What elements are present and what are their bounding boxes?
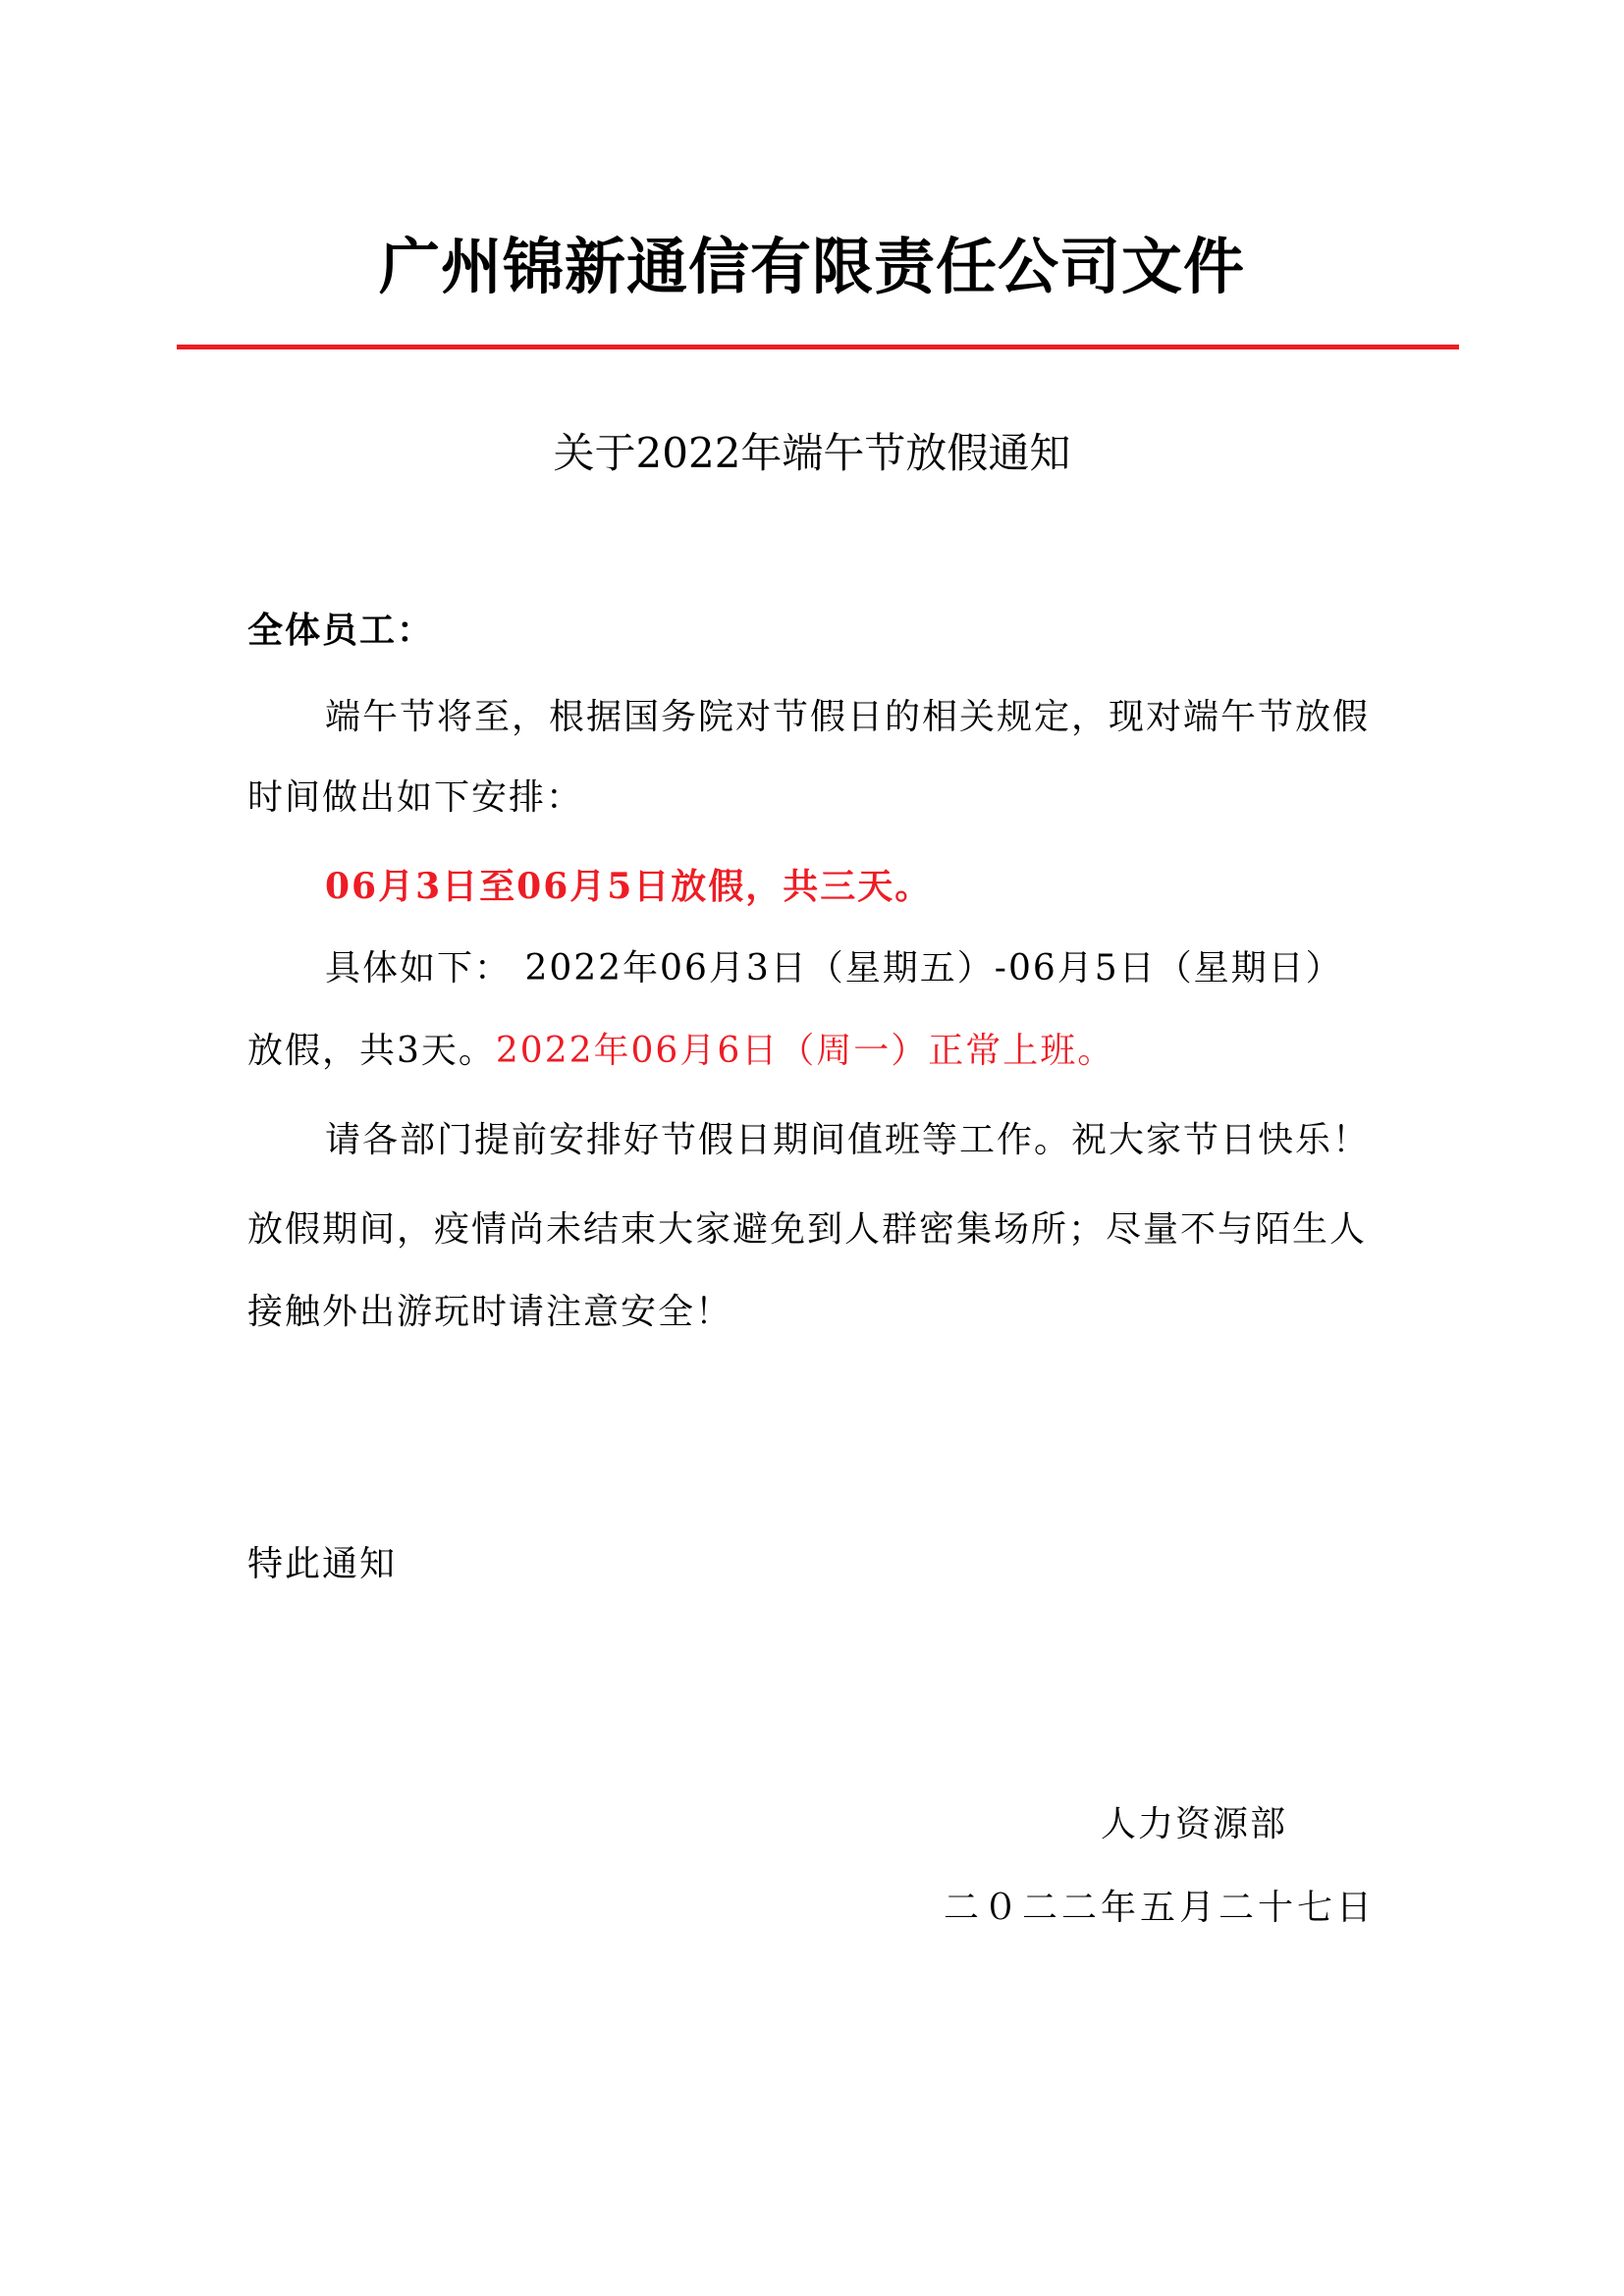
signature-department: 人力资源部 (1101, 1804, 1288, 1844)
signature-date: 二０二二年五月二十七日 (944, 1888, 1377, 1928)
holiday-highlight: 06月3日至06月5日放假，共三天。 (325, 866, 933, 907)
notice-title: 关于2022年端午节放假通知 (553, 429, 1071, 477)
paragraph-1-line-2: 时间做出如下安排： (247, 777, 584, 818)
paragraph-2-line-1: 具体如下： 2022年06月3日（星期五）-06月5日（星期日） (325, 948, 1343, 988)
paragraph-2-line-2 (247, 1027, 1114, 1076)
paragraph-2-line-2-prefix: 放假，共3天。 (247, 1031, 496, 1071)
paragraph-3-line-2: 放假期间，疫情尚未结束大家避免到人群密集场所；尽量不与陌生人 (247, 1209, 1368, 1250)
company-header-title: 广州锦新通信有限责任公司文件 (378, 231, 1245, 302)
paragraph-3-line-1: 请各部门提前安排好节假日期间值班等工作。祝大家节日快乐！ (325, 1120, 1371, 1160)
closing-text: 特此通知 (247, 1544, 398, 1584)
red-divider-rule (177, 345, 1459, 349)
return-to-work-note: 2022年06月6日（周一）正常上班。 (495, 1031, 1115, 1071)
paragraph-3-line-3: 接触外出游玩时请注意安全！ (247, 1292, 733, 1332)
salutation: 全体员工： (247, 610, 435, 651)
paragraph-1-line-1: 端午节将至，根据国务院对节假日的相关规定，现对端午节放假 (325, 697, 1371, 737)
